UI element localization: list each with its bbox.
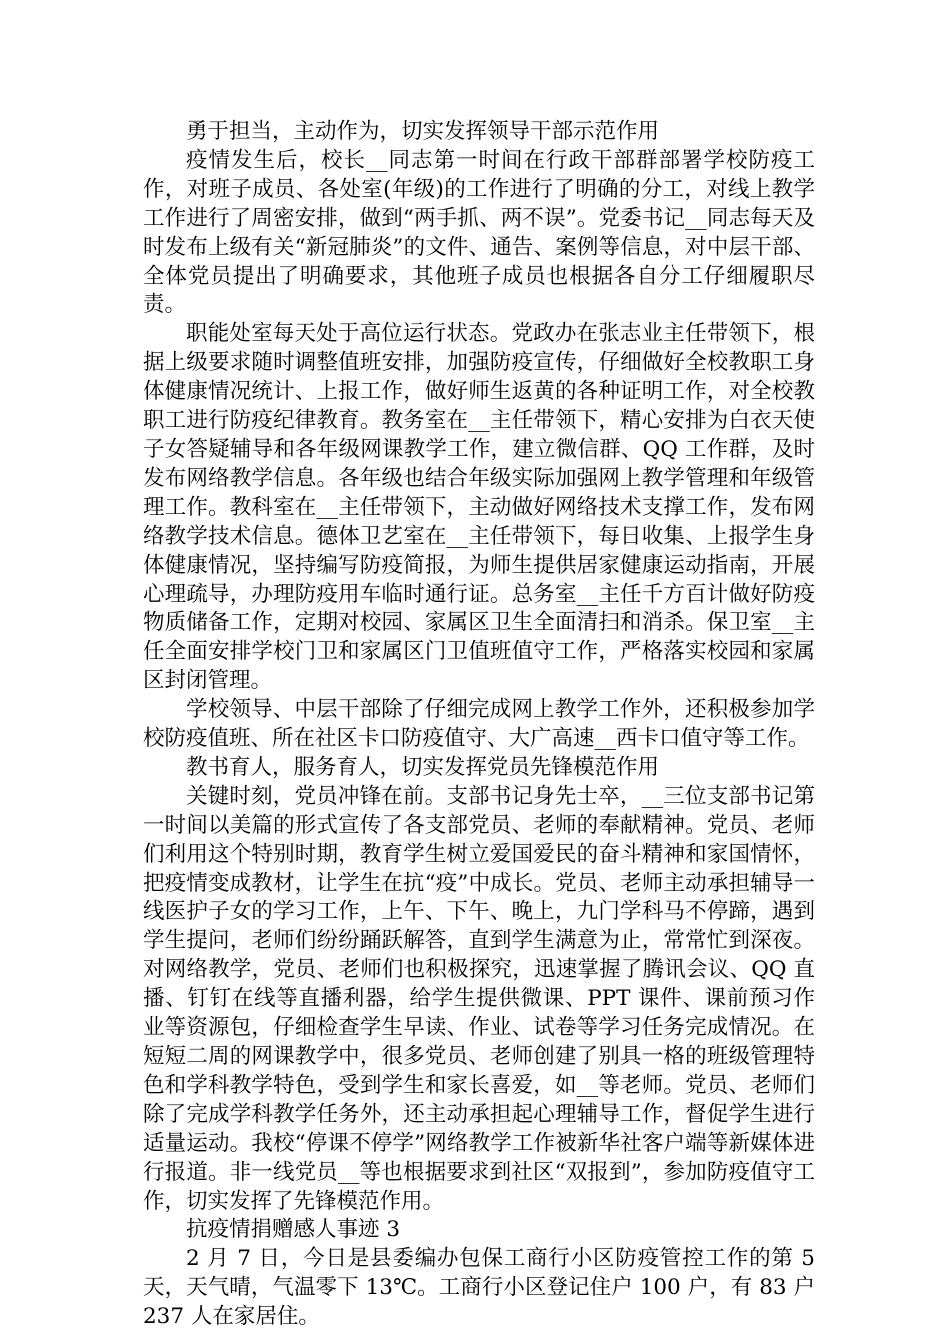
paragraph-principal-deployment: 疫情发生后，校长__同志第一时间在行政干部群部署学校防疫工作，对班子成员、各处室(年级)的工作进行了明确的分工，对线上教学工作进行了周密安排，做到“两手抓、两不误”。党委书记__同志每天及时发布上级有关“新冠肺炎”的文件、通告、案例等信息，对中层干部、全体党员提出了明确要求，其他班子成员也根据各自分工仔细履职尽责。 (143, 147, 815, 318)
paragraph-functional-offices: 职能处室每天处于高位运行状态。党政办在张志业主任带领下，根据上级要求随时调整值班安排，加强防疫宣传，仔细做好全校教职工身体健康情况统计、上报工作，做好师生返黄的各种证明工作，对全校教职工进行防疫纪律教育。教务室在__主任带领下，精心安排为白衣天使子女答疑辅导和各年级网课教学工作，建立微信群、QQ 工作群，及时发布网络教学信息。各年级也结合年级实际加强网上教学管理和年级管理工作。教科室在__主任带领下，主动做好网络技术支撑工作，发布网络教学技术信息。德体卫艺室在__主任带领下，每日收集、上报学生身体健康情况，坚持编写防疫简报，为师生提供居家健康运动指南，开展心理疏导，办理防疫用车临时通行证。总务室__主任千方百计做好防疫物质储备工作，定期对校园、家属区卫生全面清扫和消杀。保卫室__主任全面安排学校门卫和家属区门卫值班值守工作，严格落实校园和家属区封闭管理。 (143, 321, 815, 694)
section-heading-party-members: 教书育人，服务育人，切实发挥党员先锋模范作用 (186, 754, 660, 780)
paragraph-party-members-role: 关键时刻，党员冲锋在前。支部书记身先士卒，__三位支部书记第一时间以美篇的形式宣传了各支部党员、老师的奉献精神。党员、老师们利用这个特别时期，教育学生树立爱国爱民的奋斗精神和家国情怀，把疫情变成教材，让学生在抗“疫”中成长。党员、老师主动承担辅导一线医护子女的学习工作，上午、下午、晚上，九门学科马不停蹄，遇到学生提问，老师们纷纷踊跃解答，直到学生满意为止，常常忙到深夜。对网络教学，党员、老师们也积极探究，迅速掌握了腾讯会议、QQ 直播、钉钉在线等直播利器，给学生提供微课、PPT 课件、课前预习作业等资源包，仔细检查学生早读、作业、试卷等学习任务完成情况。在短短二周的网课教学中，很多党员、老师创建了别具一格的班级管理特色和学科教学特色，受到学生和家长喜爱，如__等老师。党员、老师们除了完成学科教学任务外，还主动承担起心理辅导工作，督促学生进行适量运动。我校“停课不停学”网络教学工作被新华社客户端等新媒体进行报道。非一线党员__等也根据要求到社区“双报到”，参加防疫值守工作，切实发挥了先锋模范作用。 (143, 783, 815, 1214)
section-heading-leadership: 勇于担当，主动作为，切实发挥领导干部示范作用 (186, 119, 660, 144)
paragraph-feb-7-log: 2 月 7 日，今日是县委编办包保工商行小区防疫管控工作的第 5 天，天气晴，气温零下 13℃。工商行小区登记住户 100 户，有 83 户 237 人在家居住。 (143, 1246, 815, 1330)
section-heading-donation-story: 抗疫情捐赠感人事迹 3 (186, 1217, 401, 1243)
paragraph-leaders-duty: 学校领导、中层干部除了仔细完成网上教学工作外，还积极参加学校防疫值班、所在社区卡口防疫值守、大广高速__西卡口值守等工作。 (143, 697, 815, 752)
document-body (143, 118, 815, 1332)
